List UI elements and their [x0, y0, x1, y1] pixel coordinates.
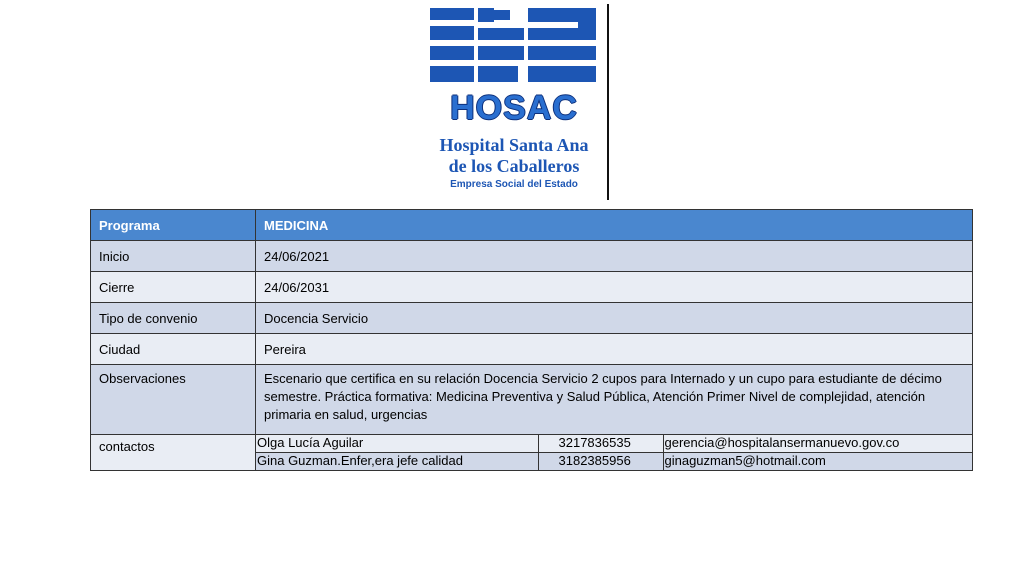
contact-email: ginaguzman5@hotmail.com — [663, 453, 973, 471]
logo-wordmark: HOSAC — [450, 89, 578, 127]
row-value: 24/06/2031 — [256, 272, 973, 303]
table-row-inicio — [91, 241, 973, 272]
table-row-cierre — [91, 272, 973, 303]
contact-row — [256, 435, 973, 453]
contacts-cell — [256, 435, 973, 471]
row-label: contactos — [91, 435, 256, 471]
logo-divider — [607, 4, 609, 200]
row-label: Tipo de convenio — [91, 303, 256, 334]
table-row-tipo-convenio — [91, 303, 973, 334]
contact-name: Gina Guzman.Enfer,era jefe calidad — [256, 453, 538, 471]
row-value: 24/06/2021 — [256, 241, 973, 272]
table-row-ciudad — [91, 334, 973, 365]
logo-tagline: Empresa Social del Estado — [450, 179, 578, 190]
row-label: Cierre — [91, 272, 256, 303]
logo-hospital-name-line2: de los Caballeros — [448, 156, 580, 176]
row-label: Inicio — [91, 241, 256, 272]
row-value: Docencia Servicio — [256, 303, 973, 334]
table-row-contactos — [91, 435, 973, 471]
contact-name: Olga Lucía Aguilar — [256, 435, 538, 453]
table-header-row — [91, 210, 973, 241]
contact-phone: 3217836535 — [538, 435, 663, 453]
hosac-emblem-icon — [428, 4, 600, 88]
contacts-table — [256, 435, 973, 470]
program-info-table — [90, 209, 973, 471]
hospital-logo — [428, 4, 612, 200]
contact-phone: 3182385956 — [538, 453, 663, 471]
row-value: Pereira — [256, 334, 973, 365]
logo-hospital-name-line1: Hospital Santa Ana — [439, 135, 589, 155]
header-value: MEDICINA — [256, 210, 973, 241]
contact-row — [256, 453, 973, 471]
row-label: Observaciones — [91, 365, 256, 435]
header-label: Programa — [91, 210, 256, 241]
table-row-observaciones — [91, 365, 973, 435]
row-label: Ciudad — [91, 334, 256, 365]
row-value: Escenario que certifica en su relación Docencia Servicio 2 cupos para Internado y un cupo para estudiante de décimo semestre. Práctica formativa: Medicina Preventiva y Salud Pública, Atención Primer Nivel de complejidad, atención primaria en salud, urgencias — [256, 365, 973, 435]
contact-email: gerencia@hospitalansermanuevo.gov.co — [663, 435, 973, 453]
